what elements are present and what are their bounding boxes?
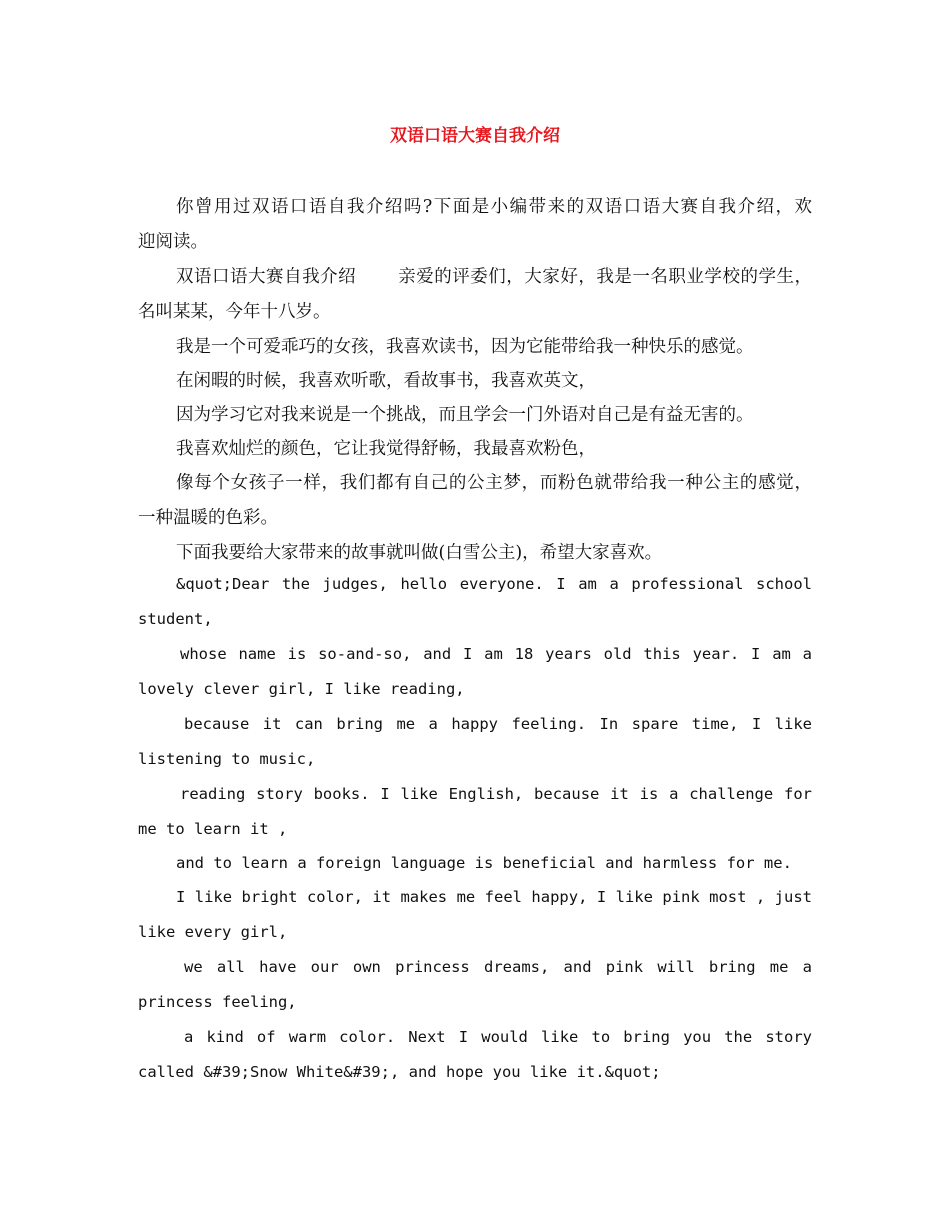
paragraph-line: 迎阅读。 [138,232,208,252]
paragraph-line: I like bright color, it makes me feel happy, I like pink most , just [176,888,812,906]
paragraph-line: 双语口语大赛自我介绍 亲爱的评委们，大家好，我是一名职业学校的学生， [176,267,812,287]
paragraph-line: reading story books. I like English, because it is a challenge for [180,785,812,803]
paragraph-line: we all have our own princess dreams, and pink will bring me a [184,958,812,976]
paragraph-line: listening to music, [138,750,316,768]
paragraph-line: called &#39;Snow White&#39;, and hope you like it.&quot; [138,1063,661,1081]
paragraph-line: 一种温暖的色彩。 [138,508,278,528]
paragraph-line: a kind of warm color. Next I would like to bring you the story [184,1028,812,1046]
paragraph-line: and to learn a foreign language is beneficial and harmless for me. [176,854,792,872]
paragraph-line: 我喜欢灿烂的颜色，它让我觉得舒畅，我最喜欢粉色， [176,439,596,459]
document-title: 双语口语大赛自我介绍 [390,126,560,146]
paragraph-line: lovely clever girl, I like reading, [138,680,465,698]
paragraph-line: me to learn it , [138,820,288,838]
paragraph-line: princess feeling, [138,993,297,1011]
paragraph-line: 因为学习它对我来说是一个挑战，而且学会一门外语对自己是有益无害的。 [176,405,754,425]
paragraph-line: because it can bring me a happy feeling. In spare time, I like [184,715,812,733]
paragraph-line: like every girl, [138,923,288,941]
paragraph-line: 你曾用过双语口语自我介绍吗?下面是小编带来的双语口语大赛自我介绍，欢 [176,197,812,217]
paragraph-line: 我是一个可爱乖巧的女孩，我喜欢读书，因为它能带给我一种快乐的感觉。 [176,337,754,357]
paragraph-line: 下面我要给大家带来的故事就叫做(白雪公主)，希望大家喜欢。 [176,543,663,563]
paragraph-line: student, [138,610,213,628]
paragraph-line: &quot;Dear the judges, hello everyone. I am a professional school [176,575,812,593]
paragraph-line: 在闲暇的时候，我喜欢听歌，看故事书，我喜欢英文， [176,371,596,391]
paragraph-line: whose name is so-and-so, and I am 18 years old this year. I am a [180,645,812,663]
paragraph-line: 像每个女孩子一样，我们都有自己的公主梦，而粉色就带给我一种公主的感觉， [176,473,812,493]
paragraph-line: 名叫某某，今年十八岁。 [138,302,331,322]
